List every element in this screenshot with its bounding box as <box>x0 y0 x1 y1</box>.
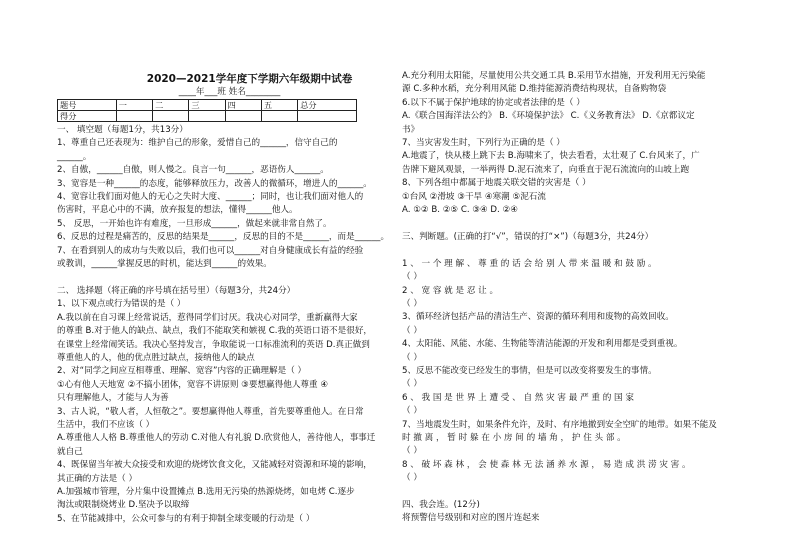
text-line <box>402 486 747 499</box>
text-line: 一、 填空题（每题1分，共13分） <box>57 125 188 135</box>
exam-subtitle: ____年___班 姓名________ <box>178 87 281 97</box>
score-table-header: 二 <box>153 100 189 111</box>
score-cell[interactable] <box>116 111 152 122</box>
score-cell[interactable] <box>298 111 357 122</box>
text-line: ①台风 ②滑坡 ③干旱 ④寒潮 ⑤泥石流 <box>402 191 546 202</box>
text-line: 生活中，我们不应该（ ） <box>57 419 155 430</box>
text-line: （ ） <box>402 352 422 363</box>
text-line <box>402 217 747 230</box>
text-line: 1、尊重自己还表现为：维护自己的形象，爱惜自己的______，信守自己的 <box>57 138 338 149</box>
text-line: （ ） <box>402 446 422 457</box>
text-line: A.加强城市管理，分片集中设置摊点 B.选用无污染的热源烧烤，如电烤 C.逐步 <box>57 486 355 497</box>
text-line: 4、太阳能、风能、水能、生物能等清洁能源的开发和利用都是受到重视。 <box>402 339 683 350</box>
score-table-header: 题号 <box>58 100 117 111</box>
text-line: 尊重他人的人，他的优点胜过缺点，接纳他人的缺点 <box>57 352 255 363</box>
text-line: 伤害时，平息心中的不满，放弃报复的想法，懂得______他人。 <box>57 205 298 216</box>
text-line: 就自己 <box>57 446 83 457</box>
text-line: 只有理解他人，才能与人为善 <box>57 393 169 404</box>
text-line: 7、当地震发生时，如果条件允许，及时、有序地撤到安全空旷的地带。如果不能及 <box>402 419 717 430</box>
text-line: 2 、 宽 容 就 是 忍 让 。 <box>402 285 499 296</box>
text-line: 1 、 一 个 理 解 、 尊 重 的 话 会 给 别 人 带 来 温 暖 和 鼓 励 。 <box>402 258 657 269</box>
text-line: 四、我会连。(12分) <box>402 500 480 510</box>
text-line: ______。 <box>57 151 92 162</box>
text-line: 二、 选择题（将正确的序号填在括号里）（每题3分，共24分） <box>57 285 296 296</box>
left-question-list <box>57 124 402 526</box>
text-line: 将预警信号级别和对应的图片连起来 <box>402 513 540 524</box>
text-line: A.地震了，快从楼上跳下去 B.海啸来了，快去看看，太壮观了 C.台风来了，广 <box>402 151 700 162</box>
score-table-header: 四 <box>225 100 261 111</box>
exam-title: 2020—2021学年度下学期六年级期中试卷 <box>146 73 353 85</box>
text-line: 5、 反思，一开始也许有难度，一旦形成______，做起来就非常自然了。 <box>57 218 332 229</box>
score-table-header: 三 <box>189 100 225 111</box>
score-table-header: 总分 <box>298 100 357 111</box>
text-line: 8 、 破 坏 森 林 ， 会 使 森 林 无 法 涵 养 水 源 ， 易 造 成 洪 涝 灾 害 。 <box>402 459 691 470</box>
score-table <box>57 99 357 122</box>
score-table-header-row <box>58 100 357 111</box>
score-table-row <box>58 111 357 122</box>
text-line: A. ①② B. ②⑤ C. ③④ D. ②④ <box>402 205 518 216</box>
text-line: （ ） <box>402 298 422 309</box>
text-line <box>57 271 402 284</box>
right-question-list <box>402 70 747 526</box>
text-line: 6.以下不属于保护地球的协定或者法律的是（ ） <box>402 97 585 108</box>
text-line: 1、以下观点或行为错误的是（ ） <box>57 299 186 310</box>
text-line: 告牌下避风观景，一举两得 D.泥石流来了，向垂直于泥石流流向的山坡上跑 <box>402 164 690 175</box>
text-line: 3、宽容是一种______的态度，能够释放压力，改善人的微循环，增进人的______。 <box>57 178 372 189</box>
score-cell[interactable] <box>189 111 225 122</box>
score-cell[interactable] <box>153 111 189 122</box>
right-column <box>402 70 747 526</box>
text-line: 7、当灾害发生时，下列行为正确的是（ ） <box>402 138 565 149</box>
text-line: 书》 <box>402 124 420 135</box>
text-line: ①心有他人天地宽 ②不搞小团体，宽容不讲原则 ③要想赢得他人尊重 ④ <box>57 379 329 390</box>
text-line: A.《联合国海洋法公约》 B.《环境保护法》 C.《义务教育法》 D.《京都议定 <box>402 111 695 122</box>
text-line: 3、古人说，“敬人者，人恒敬之”。要想赢得他人尊重，首先要尊重他人。在日常 <box>57 406 364 417</box>
text-line: 2、自傲，______自傲，则人慢之。良言一句______，恶语伤人______。 <box>57 165 329 176</box>
score-table-header: 五 <box>261 100 297 111</box>
text-line: 在课堂上经常闹笑话。我决心坚持发言，争取能说一口标准流利的英语 D.真正做到 <box>57 339 370 350</box>
text-line: A.充分利用太阳能，尽量使用公共交通工具 B.采用节水措施，开发利用无污染能 <box>402 71 706 81</box>
text-line: 6 、 我 国 是 世 界 上 遭 受 、 自 然 灾 害 最 严 重 的 国 家 <box>402 392 634 403</box>
text-line: 5、在节能减排中，公众可参与的有利于抑制全球变暖的行动是（ ） <box>57 513 315 524</box>
text-line: （ ） <box>402 325 422 336</box>
text-line: 源 C.多种水稻，充分利用风能 D.维持能源消费结构现状，自备购物袋 <box>402 84 667 95</box>
text-line: 时 撤 离 ， 暂 时 躲 在 小 房 间 的 墙 角 ， 护 住 头 部 。 <box>402 432 626 443</box>
text-line: 三、判断题。(正确的打“√”，错误的打“×”)（每题3分，共24分） <box>402 231 654 242</box>
text-line: 4、既保留当年被大众接受和欢迎的烧烤饮食文化，又能减轻对资源和环境的影响， <box>57 460 372 471</box>
text-line: 淘汰或限制烧烤业 D.坚决予以取缔 <box>57 500 190 511</box>
score-cell[interactable] <box>261 111 297 122</box>
left-column <box>57 72 402 526</box>
text-line: A.尊重他人人格 B.尊重他人的劳动 C.对他人有礼貌 D.欣赏他人，善待他人，事事迁 <box>57 433 376 444</box>
text-line: 6、反思的过程是痛苦的，反思的结果是______，反思的目的不是______，而是______。 <box>57 232 390 243</box>
text-line: 的尊重 B.对于他人的缺点、缺点，我们不能取笑和嫉视 C.我的英语口语不是很好， <box>57 326 373 337</box>
text-line: （ ） <box>402 379 422 390</box>
text-line: 2、对“同学之间应互相尊重、理解、宽容”内容的正确理解是（ ） <box>57 366 307 377</box>
text-line: 7、在看到别人的成功与失败以后，我们也可以______对自身健康成长有益的经验 <box>57 245 364 256</box>
text-line: （ ） <box>402 272 422 283</box>
text-line: 或教训，______掌握反思的时机，能达到______的效果。 <box>57 259 272 270</box>
text-line: （ ） <box>402 473 422 484</box>
text-line: （ ） <box>402 406 422 417</box>
text-line: A.我以前在自习课上经常说话，惹得同学们讨厌。我决心对同学，重新赢得大家 <box>57 312 358 323</box>
score-table-header: 一 <box>116 100 152 111</box>
text-line <box>402 244 747 257</box>
text-line: 3、循环经济包括产品的清洁生产、资源的循环利用和废物的高效回收。 <box>402 312 674 323</box>
text-line: 5、反思不能改变已经发生的事情，但是可以改变将要发生的事情。 <box>402 365 657 376</box>
text-line: 8、下列各组中都属于地震关联交错的灾害是（ ） <box>402 178 591 189</box>
score-row-label: 得分 <box>58 111 117 122</box>
text-line: 4、宽容让我们面对他人的无心之失时大度、______；同时，也让我们面对他人的 <box>57 192 364 203</box>
score-cell[interactable] <box>225 111 261 122</box>
text-line: 其正确的方法是（ ） <box>57 473 138 484</box>
